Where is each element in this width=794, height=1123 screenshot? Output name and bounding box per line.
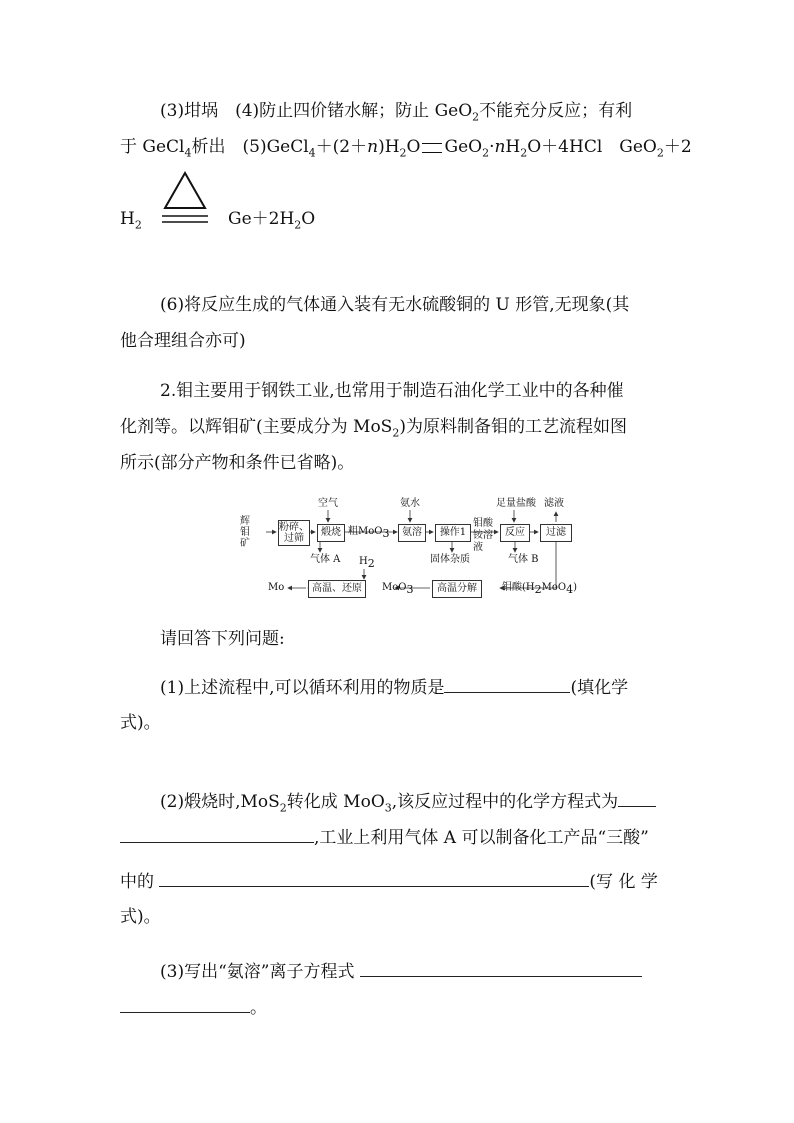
- question-text: 转化成 MoO: [286, 792, 385, 812]
- gas-a-label: 气体 A: [310, 554, 341, 565]
- question-text: (1)上述流程中,可以循环利用的物质是: [160, 678, 445, 698]
- high-temp-reduce-box: 高温、还原: [308, 580, 366, 598]
- answer-text: ·: [489, 137, 495, 157]
- question-1-line: [160, 676, 628, 699]
- question-1-line-2: 式)。: [120, 713, 161, 733]
- answer-blank-1[interactable]: [444, 676, 570, 693]
- filter-box: 过滤: [540, 524, 572, 542]
- question-text: 化剂等。以辉钼矿(主要成分为 MoS: [120, 417, 393, 437]
- ammonia-dissolve-box: 氨溶: [398, 524, 426, 542]
- subscript: 2: [472, 110, 480, 124]
- answer-text: ＋2: [663, 137, 692, 157]
- crude-moo3-label: [348, 526, 389, 538]
- subscript: 2: [399, 146, 407, 160]
- ammonium-molybdate-label: 钼酸铵溶液: [473, 518, 493, 553]
- question-text: 中的: [120, 872, 154, 892]
- ore-label: 辉钼矿: [240, 516, 250, 549]
- subscript: 4: [184, 146, 192, 160]
- question-2-line: [160, 790, 656, 813]
- answer-text: )H: [378, 137, 400, 157]
- gas-b-label: 气体 B: [508, 554, 539, 565]
- subscript: 2: [656, 146, 664, 160]
- answer-text: O＋4HCl GeO: [527, 137, 657, 157]
- answer-text: H: [505, 137, 521, 157]
- subscript: 3: [384, 801, 392, 815]
- acid-text: 钼酸(H: [502, 582, 535, 593]
- subscript: 3: [382, 527, 390, 540]
- question-2-line-4: 式)。: [120, 907, 161, 927]
- answer-text: H: [120, 209, 135, 229]
- question-text: ,该反应过程中的化学方程式为: [391, 792, 619, 812]
- answer-line-5: 他合理组合亦可): [120, 331, 246, 351]
- answer-line-2: [120, 136, 692, 158]
- solid-impurity-label: 固体杂质: [430, 554, 470, 565]
- question2-line-3: 所示(部分产物和条件已省略)。: [120, 453, 355, 473]
- question2-line-1: 2.钼主要用于钢铁工业,也常用于制造石油化学工业中的各种催: [160, 381, 624, 401]
- heating-triangle-icon: [160, 170, 210, 228]
- question-text: )为原料制备钼的工艺流程如图: [399, 417, 627, 437]
- subscript: 2: [534, 583, 542, 596]
- subscript: 2: [482, 146, 490, 160]
- answer-text: n: [494, 137, 506, 157]
- moo3-text: MoO: [382, 582, 407, 593]
- equals-sign: [422, 143, 442, 153]
- acid-text: ): [573, 582, 577, 593]
- moo3-label: [382, 582, 413, 594]
- question-text: (填化学: [570, 678, 629, 698]
- molybdic-acid-label: [502, 582, 577, 594]
- answer-text: 于 GeCl: [120, 137, 185, 157]
- high-temp-decompose-box: 高温分解: [432, 580, 482, 598]
- question-text: (2)煅烧时,MoS: [160, 792, 280, 812]
- roast-box: 煅烧: [317, 524, 345, 542]
- subscript: 2: [294, 218, 302, 232]
- answer-line-3-right: [228, 208, 315, 230]
- reaction-box: 反应: [500, 524, 530, 542]
- operation-1-box: 操作1: [435, 524, 471, 542]
- mo-label: Mo: [268, 582, 285, 593]
- crush-sieve-box: 粉碎、过筛: [279, 522, 309, 544]
- answer-text: (3)坩埚 (4)防止四价锗水解；防止 GeO: [160, 101, 473, 121]
- air-label: 空气: [318, 498, 338, 509]
- hcl-label: 足量盐酸: [496, 498, 536, 509]
- question-2-line-2: [120, 826, 649, 849]
- answer-text: 不能充分反应；有利: [479, 101, 633, 121]
- answer-blank-2b[interactable]: [120, 826, 314, 843]
- filtrate-label: 滤液: [544, 498, 564, 509]
- answer-blank-3b[interactable]: [120, 996, 250, 1013]
- question-text: (写 化 学: [589, 872, 658, 892]
- acid-text: MoO: [541, 582, 567, 593]
- subscript: 4: [566, 583, 574, 596]
- questions-intro: 请回答下列问题:: [160, 629, 285, 649]
- answer-line-4: (6)将反应生成的气体通入装有无水硫酸铜的 U 形管,无现象(其: [160, 295, 630, 315]
- answer-blank-2c[interactable]: [159, 870, 589, 887]
- subscript: 2: [520, 146, 528, 160]
- answer-line-1: [160, 100, 632, 122]
- answer-blank-2a[interactable]: [618, 790, 656, 807]
- answer-blank-3a[interactable]: [360, 960, 642, 977]
- answer-text: 析出 (5)GeCl: [191, 137, 309, 157]
- answer-text: O: [406, 137, 421, 157]
- process-flowchart: [240, 496, 580, 600]
- answer-text: ＋(2＋: [315, 137, 368, 157]
- answer-text: GeO: [444, 137, 483, 157]
- question-2-line-3: [120, 870, 658, 893]
- subscript: 2: [367, 557, 375, 570]
- subscript: 2: [134, 218, 142, 232]
- question-text: (3)写出“氨溶”离子方程式: [160, 962, 355, 982]
- question-text: ,工业上利用气体 A 可以制备化工产品“三酸”: [314, 828, 649, 848]
- answer-line-3-left: [120, 208, 142, 230]
- answer-text: O: [301, 209, 316, 229]
- question-3-line: [160, 960, 642, 983]
- ammonia-label: 氨水: [400, 498, 420, 509]
- subscript: 2: [392, 426, 400, 440]
- crude-text: 粗MoO: [348, 526, 383, 537]
- question2-line-2: [120, 416, 627, 438]
- question-text: 。: [250, 998, 267, 1018]
- question-3-line-2: [120, 996, 267, 1019]
- answer-text: Ge＋2H: [228, 209, 295, 229]
- subscript: 4: [308, 146, 316, 160]
- h2-label: [359, 556, 375, 568]
- subscript: 3: [406, 583, 414, 596]
- h2-text: H: [359, 556, 368, 567]
- subscript: 2: [279, 801, 287, 815]
- answer-text: n: [367, 137, 379, 157]
